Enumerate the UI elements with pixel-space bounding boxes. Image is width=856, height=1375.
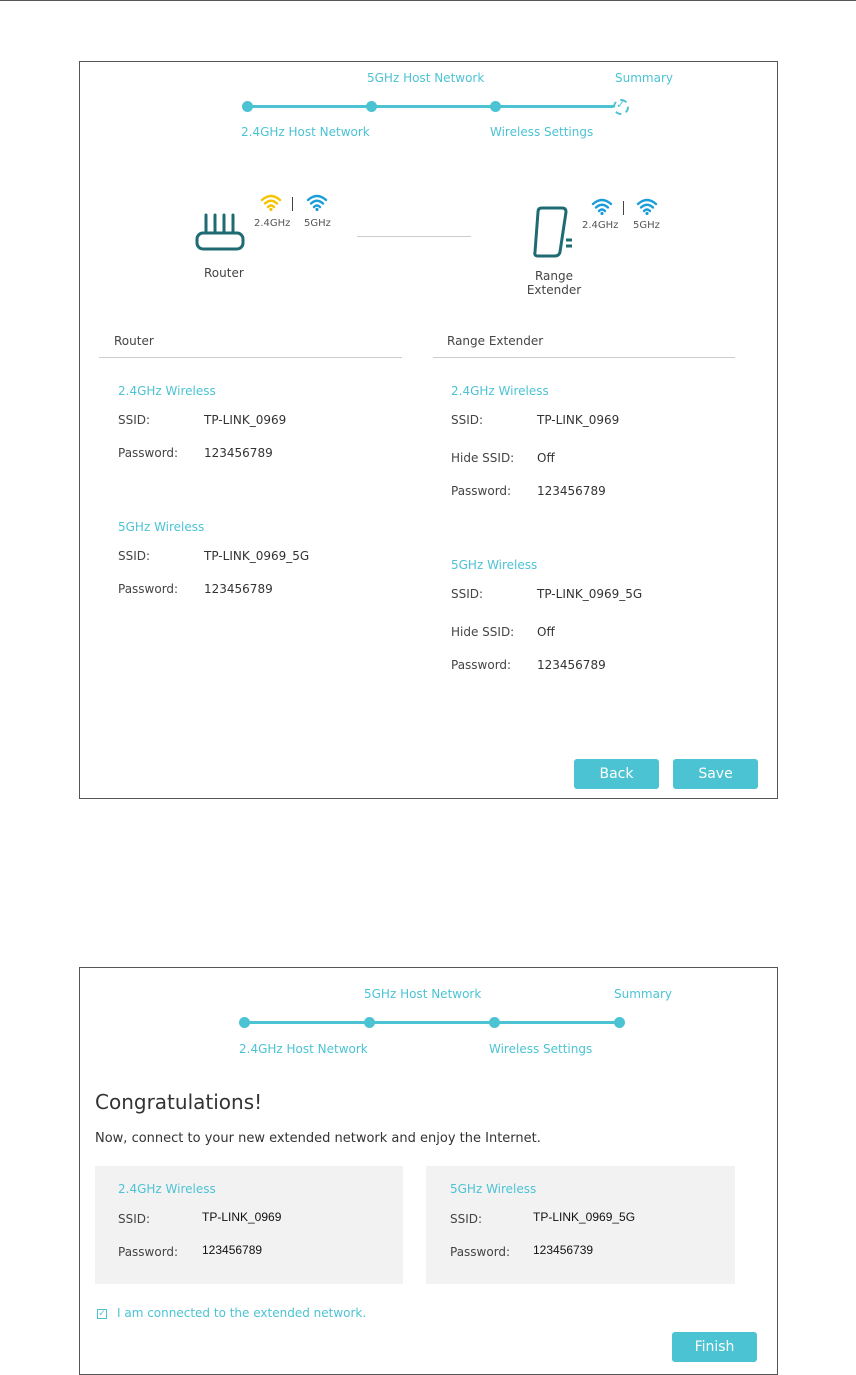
step-label-summary: Summary (615, 71, 673, 85)
wireless-5-card (426, 1166, 735, 1284)
congratulations-panel (79, 967, 778, 1375)
router-5-heading: 5GHz Wireless (118, 520, 205, 534)
extender-5-password-value: 123456789 (537, 658, 606, 672)
back-button[interactable]: Back (574, 759, 659, 789)
card-24-ssid-label: SSID: (118, 1212, 151, 1226)
extender-5-heading: 5GHz Wireless (451, 558, 538, 572)
extender-24-ssid-label: SSID: (451, 413, 484, 427)
wifi-5ghz-router-icon (306, 193, 328, 211)
step-label-summary: Summary (614, 987, 672, 1001)
router-24-ssid-label: SSID: (118, 413, 151, 427)
router-section-title: Router (114, 334, 154, 348)
step-dot-current-check-icon: ✓ (613, 99, 629, 115)
wifi-24ghz-extender-icon (591, 197, 613, 215)
extender-24-ssid-value: TP-LINK_0969 (537, 413, 620, 427)
extender-5-hide-value: Off (537, 625, 555, 639)
extender-5-password-label: Password: (451, 658, 512, 672)
stepper-track (248, 105, 622, 108)
connection-line (357, 236, 471, 237)
router-5-password-label: Password: (118, 582, 179, 596)
step-dot-3 (490, 101, 501, 112)
step-dot-2 (366, 101, 377, 112)
step-label-wireless-settings: Wireless Settings (489, 1042, 593, 1056)
extender-section-title: Range Extender (447, 334, 544, 348)
extender-24-hide-value: Off (537, 451, 555, 465)
extender-5-ssid-value: TP-LINK_0969_5G (537, 587, 643, 601)
card-24-password-label: Password: (118, 1245, 179, 1259)
step-label-5ghz-host: 5GHz Host Network (364, 987, 482, 1001)
range-extender-icon (530, 204, 576, 260)
page-top-rule (0, 0, 856, 1)
step-label-5ghz-host: 5GHz Host Network (367, 71, 485, 85)
card-5-password-label: Password: (450, 1245, 511, 1259)
page-title: Congratulations! (95, 1090, 263, 1114)
router-band-24: 2.4GHz (254, 218, 291, 229)
router-5-password-value: 123456789 (204, 582, 273, 596)
wifi-5ghz-extender-icon (636, 197, 658, 215)
step-label-24ghz-host: 2.4GHz Host Network (241, 125, 370, 139)
band-divider (623, 201, 624, 215)
finish-button[interactable]: Finish (672, 1332, 757, 1362)
router-5-ssid-value: TP-LINK_0969_5G (204, 549, 310, 563)
router-band-5: 5GHz (304, 218, 331, 229)
extender-band-24: 2.4GHz (582, 220, 619, 231)
extender-section-divider (433, 357, 735, 358)
step-label-24ghz-host: 2.4GHz Host Network (239, 1042, 368, 1056)
card-5-ssid-label: SSID: (450, 1212, 483, 1226)
extender-24-hide-label: Hide SSID: (451, 451, 515, 465)
step-dot-2 (364, 1017, 375, 1028)
card-5-heading: 5GHz Wireless (450, 1182, 537, 1196)
stepper-track (245, 1021, 620, 1024)
page-subtitle: Now, connect to your new extended network and enjoy the Internet. (95, 1131, 541, 1146)
router-24-heading: 2.4GHz Wireless (118, 384, 216, 398)
extender-24-password-value: 123456789 (537, 484, 606, 498)
router-icon (192, 211, 248, 255)
extender-label: Range Extender (526, 269, 582, 297)
step-dot-1 (242, 101, 253, 112)
step-dot-1 (239, 1017, 250, 1028)
router-24-ssid-value: TP-LINK_0969 (204, 413, 287, 427)
step-dot-3 (489, 1017, 500, 1028)
save-button[interactable]: Save (673, 759, 758, 789)
card-24-heading: 2.4GHz Wireless (118, 1182, 216, 1196)
router-label: Router (204, 266, 244, 280)
extender-band-5: 5GHz (633, 220, 660, 231)
extender-5-hide-label: Hide SSID: (451, 625, 515, 639)
extender-24-heading: 2.4GHz Wireless (451, 384, 549, 398)
card-24-ssid-value: TP-LINK_0969 (202, 1210, 282, 1224)
extender-24-password-label: Password: (451, 484, 512, 498)
connected-checkbox[interactable]: ✓ (98, 1309, 106, 1319)
step-dot-4 (614, 1017, 625, 1028)
band-divider (292, 197, 293, 211)
router-24-password-value: 123456789 (204, 446, 273, 460)
summary-panel (79, 61, 778, 799)
card-5-password-value: 123456739 (533, 1243, 594, 1257)
step-label-wireless-settings: Wireless Settings (490, 125, 594, 139)
extender-5-ssid-label: SSID: (451, 587, 484, 601)
card-5-ssid-value: TP-LINK_0969_5G (533, 1210, 636, 1224)
card-24-password-value: 123456789 (202, 1243, 263, 1257)
router-section-divider (99, 357, 402, 358)
wifi-24ghz-router-icon (260, 193, 282, 211)
router-24-password-label: Password: (118, 446, 179, 460)
wireless-24-card (95, 1166, 403, 1284)
router-5-ssid-label: SSID: (118, 549, 151, 563)
connected-checkbox-label[interactable]: I am connected to the extended network. (117, 1306, 367, 1320)
